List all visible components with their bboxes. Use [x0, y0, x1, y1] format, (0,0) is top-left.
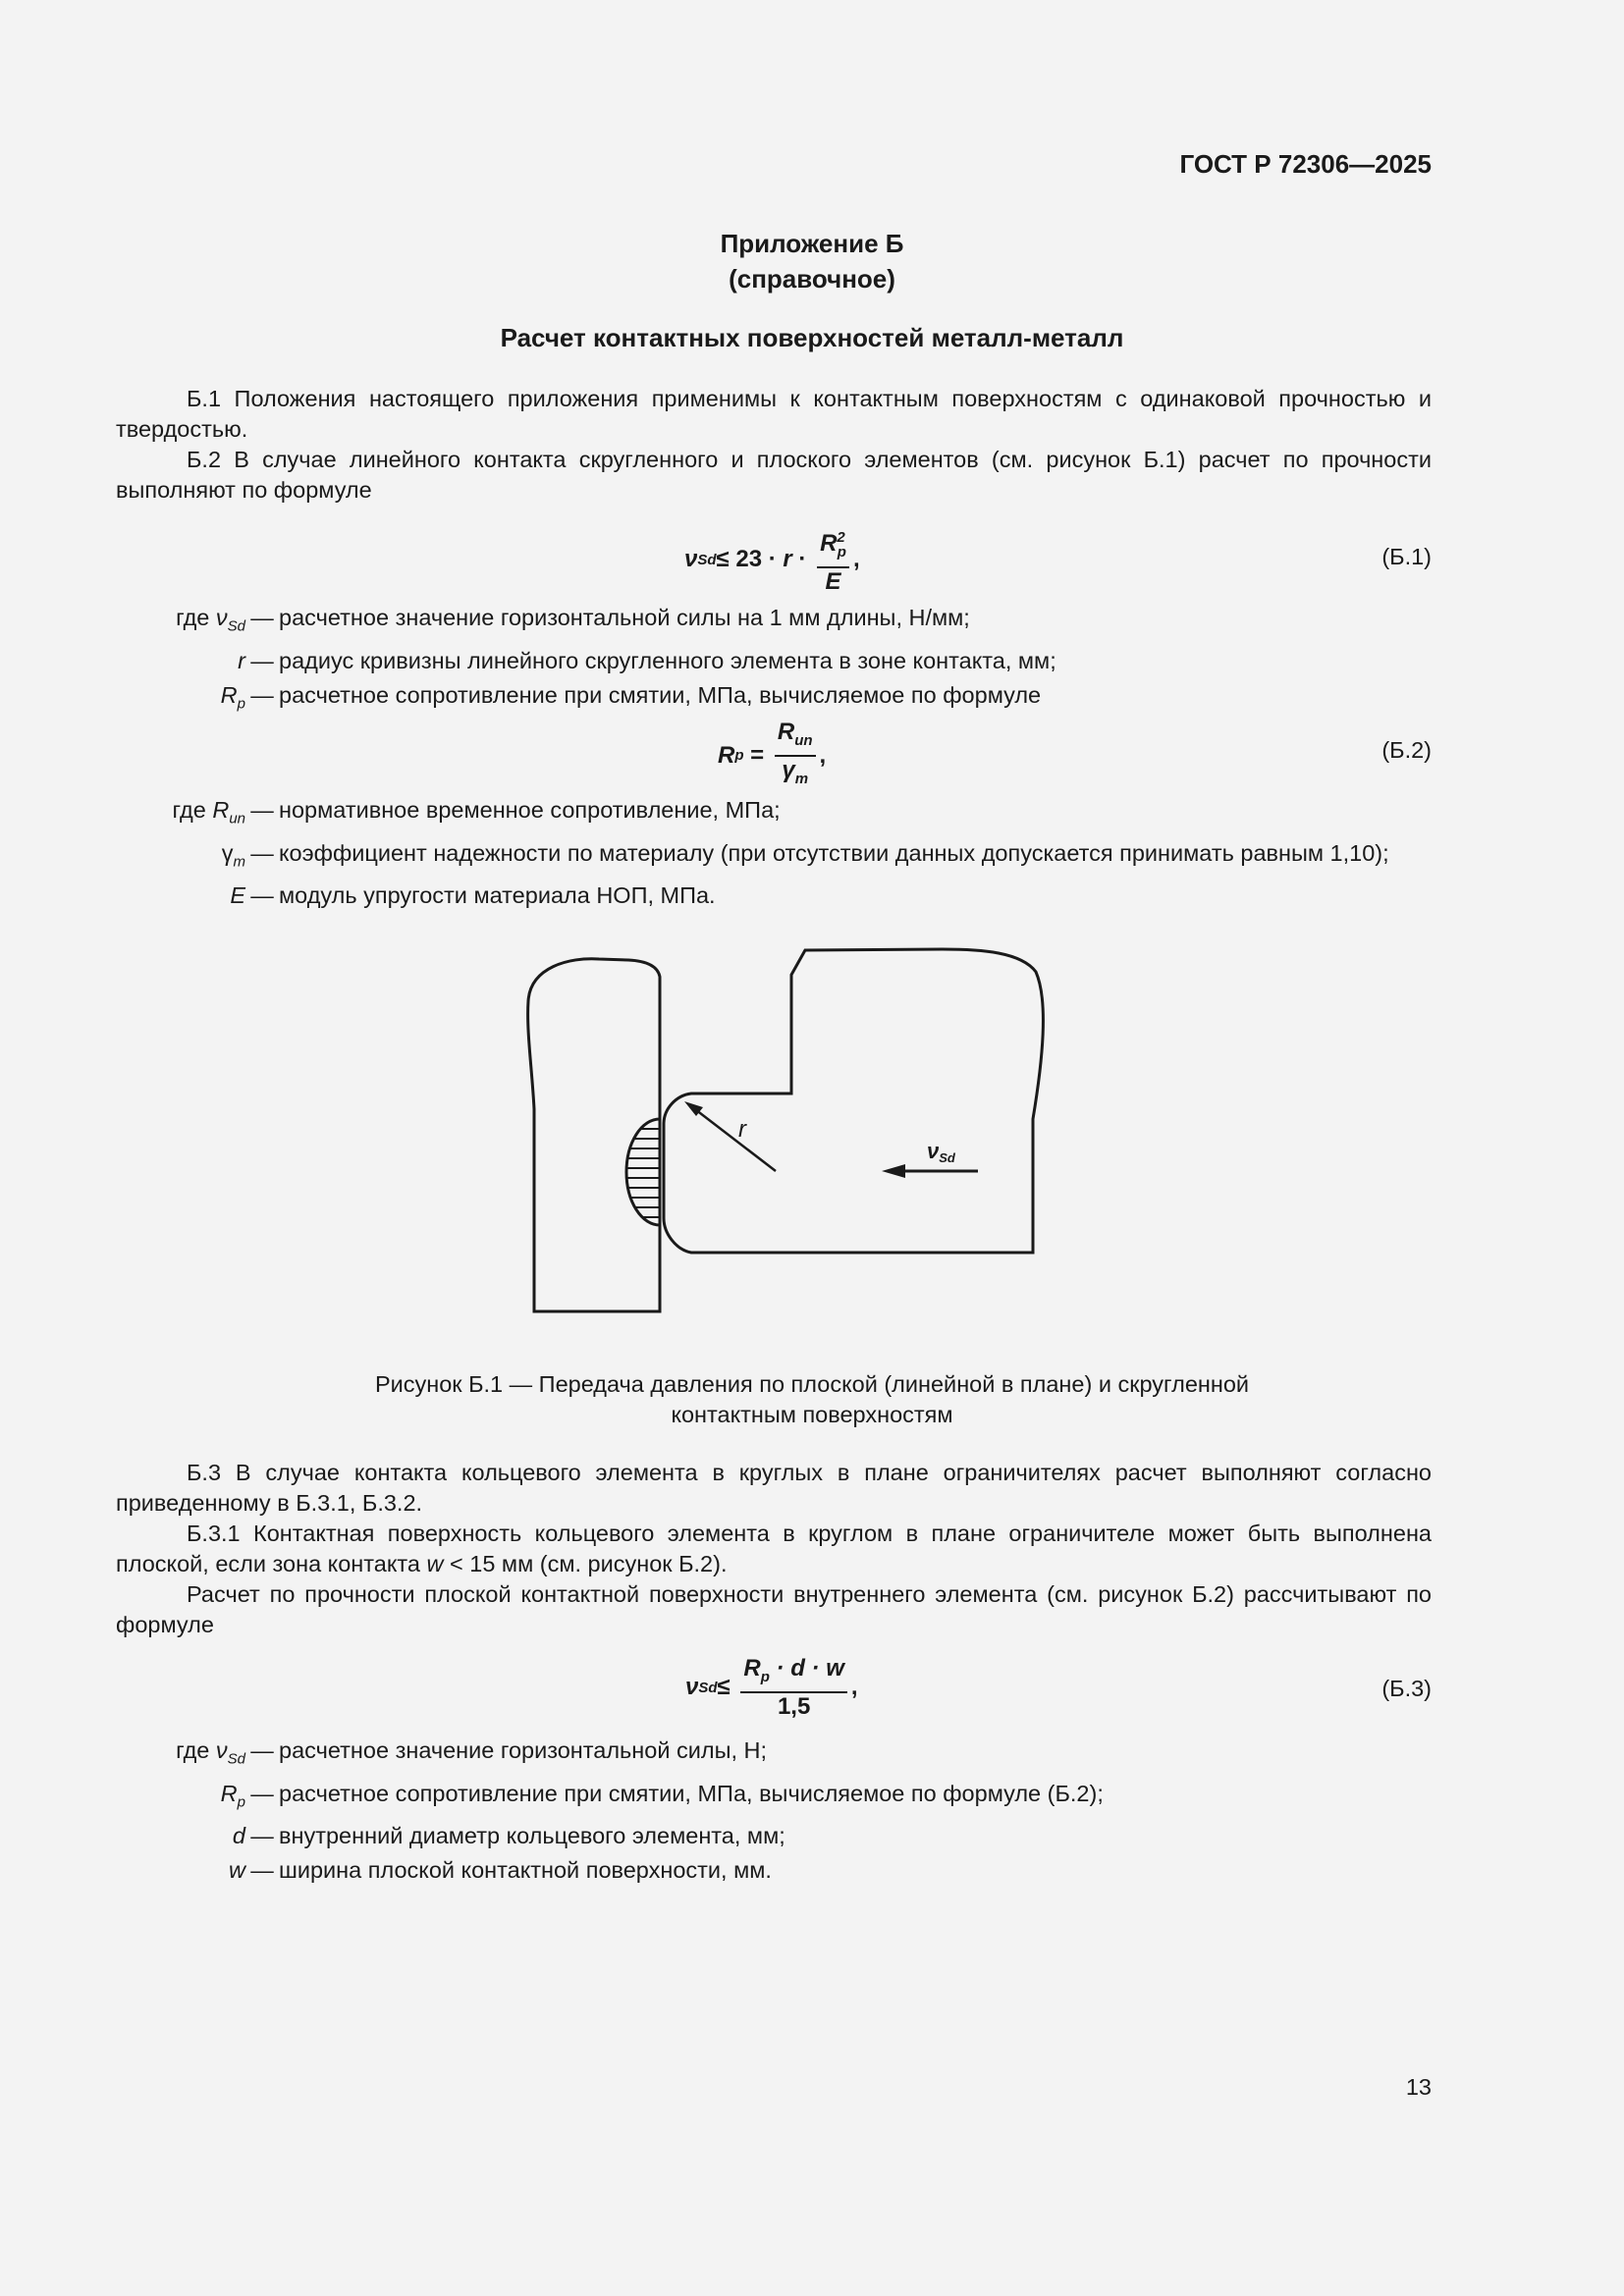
radius-line: [691, 1106, 776, 1171]
appendix-title-block: [0, 226, 1624, 296]
formula-b2-fraction: $\frac{R_{un}}{\gamma_m}$: [775, 719, 816, 793]
definition-item: $\gamma_m$ — коэффициент надежности по материалу (при отсутствии данных допускается принимать равным 1,10);: [221, 839, 1389, 871]
definition-item: $R_p$ — расчетное сопротивление при смятии, МПа, вычисляемое по формуле: [220, 681, 1042, 713]
appendix-subtitle: (справочное): [729, 264, 895, 294]
appendix-title: Приложение Б: [720, 229, 904, 258]
section-heading: Расчет контактных поверхностей металл-металл: [500, 323, 1124, 352]
definitions-b3: [116, 1734, 1432, 1888]
definitions-b2: [116, 793, 1432, 913]
text-block-1: [116, 384, 1432, 506]
flat-element-outline: [528, 959, 660, 1311]
formula-b2-number: (Б.2): [1381, 737, 1432, 763]
figure-b1-caption: Рисунок Б.1 — Передача давления по плоской (линейной в плане) и скругленной контактным поверхностям: [374, 1371, 1250, 1427]
definition-item: где $\nu_{Sd}$ — расчетное значение горизонтальной силы на 1 мм длины, Н/мм;: [176, 605, 970, 635]
rounded-element-outline: [664, 949, 1043, 1253]
paragraph-b31: Б.3.1 Контактная поверхность кольцевого элемента в круглом в плане ограничителе может быть выполнена плоской, если зона контакта w < 15 мм (см. рисунок Б.2).: [116, 1521, 1432, 1576]
formula-b3-number: (Б.3): [1381, 1676, 1432, 1701]
page-number: 13: [1405, 2074, 1432, 2100]
formula-b3-line: [0, 1655, 1624, 1724]
formula-b1: ν Sd ≤ 23 · r · $\frac{R^2_p}{E}$ ,: [684, 524, 860, 596]
standard-designation: ГОСТ Р 72306—2025: [1179, 149, 1432, 179]
paragraph-b2: Б.2 В случае линейного контакта скругленного и плоского элементов (см. рисунок Б.1) расчет по прочности выполняют по формуле: [116, 447, 1432, 503]
radius-label: r: [738, 1116, 746, 1143]
force-label: νSd: [927, 1139, 955, 1165]
paragraph-b3: Б.3 В случае контакта кольцевого элемента в круглых в плане ограничителях расчет выполняют согласно приведенному в Б.3.1, Б.3.2.: [116, 1460, 1432, 1516]
definition-item: E — модуль упругости материала НОП, МПа.: [230, 882, 716, 909]
formula-b1-fraction: $\frac{R^2_p}{E}$: [817, 524, 849, 596]
pressure-diagram: [626, 1119, 660, 1225]
formula-b2: R p = $\frac{R_{un}}{\gamma_m}$ ,: [718, 719, 826, 793]
definitions-b1: [116, 601, 1432, 721]
formula-b2-line: [0, 719, 1624, 787]
formula-b1-number: (Б.1): [1381, 544, 1432, 569]
figure-b1-drawing: [501, 942, 1070, 1325]
paragraph-b31-calc: Расчет по прочности плоской контактной поверхности внутреннего элемента (см. рисунок Б.2) рассчитывают по формуле: [116, 1581, 1432, 1637]
definition-item: где $R_{un}$ — нормативное временное сопротивление, МПа;: [172, 797, 781, 828]
formula-b3: ν Sd ≤ $\frac{R_p \cdot d \cdot w}{1,5}$ ,: [685, 1655, 858, 1720]
text-block-2: [116, 1458, 1432, 1640]
definition-item: где $\nu_{Sd}$ — расчетное значение горизонтальной силы, Н;: [176, 1737, 768, 1768]
formula-b3-fraction: $\frac{R_p \cdot d \cdot w}{1,5}$: [740, 1655, 847, 1721]
definition-item: d — внутренний диаметр кольцевого элемента, мм;: [232, 1823, 785, 1849]
definition-item: r — радиус кривизны линейного скругленного элемента в зоне контакта, мм;: [238, 647, 1056, 673]
definition-item: w — ширина плоской контактной поверхности, мм.: [229, 1857, 772, 1884]
force-arrowhead: [882, 1164, 905, 1178]
formula-b1-line: [0, 524, 1624, 593]
paragraph-b1: Б.1 Положения настоящего приложения применимы к контактным поверхностям с одинаковой прочностью и твердостью.: [116, 386, 1432, 442]
definition-item: $R_p$ — расчетное сопротивление при смятии, МПа, вычисляемое по формуле (Б.2);: [220, 1780, 1104, 1811]
